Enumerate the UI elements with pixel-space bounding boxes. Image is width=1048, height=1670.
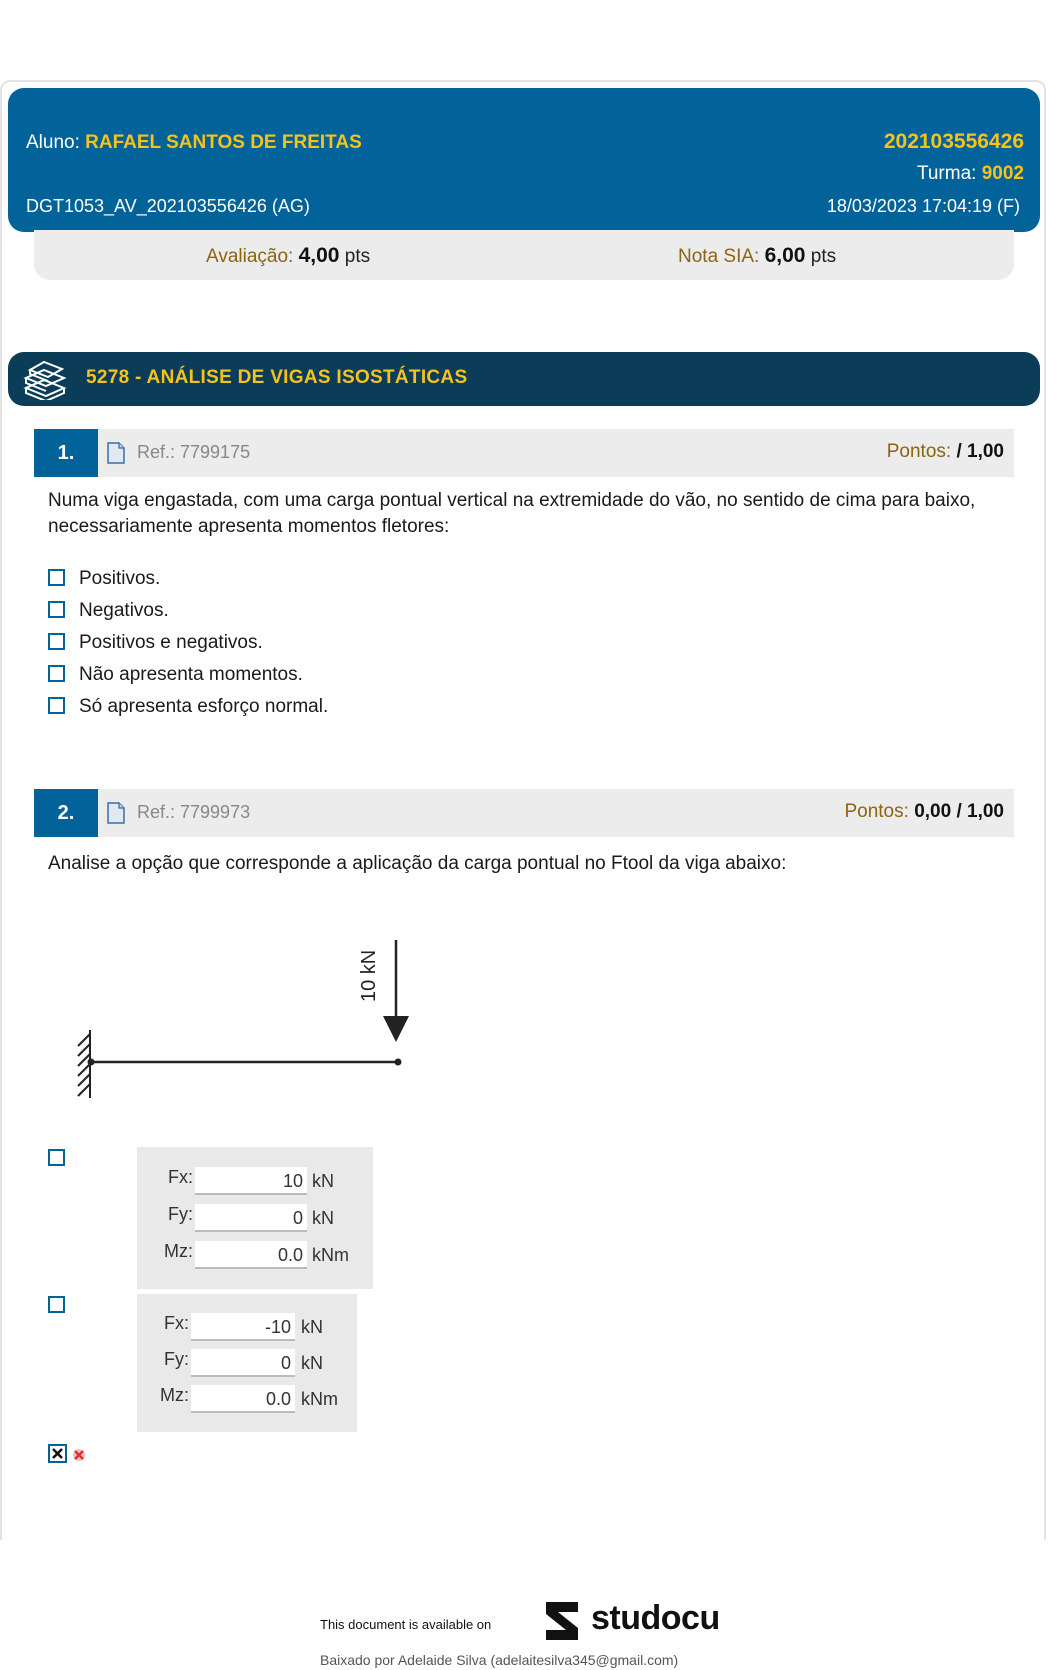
option-label: Não apresenta momentos. (79, 664, 303, 685)
mz-unit: kNm (301, 1389, 338, 1409)
avaliacao-value: 4,00 (298, 244, 340, 267)
fy-unit: kN (312, 1208, 334, 1228)
available-text: This document is available on (320, 1617, 492, 1632)
points-label: Pontos: (886, 441, 952, 462)
checkbox[interactable] (48, 601, 65, 618)
nota-value: 6,00 (764, 244, 806, 267)
studocu-brand[interactable]: studocu (591, 1599, 720, 1637)
exam-datetime: 18/03/2023 17:04:19 (F) (826, 196, 1020, 216)
fy-value: 0 (191, 1349, 295, 1377)
matricula: 202103556426 (883, 130, 1024, 153)
section-title: 5278 - ANÁLISE DE VIGAS ISOSTÁTICAS (86, 367, 468, 388)
question-2-text: Analise a opção que corresponde a aplicação da carga pontual no Ftool da viga abaixo: (48, 853, 787, 874)
mz-unit: kNm (312, 1245, 349, 1265)
option-a-checkbox[interactable] (48, 1149, 65, 1166)
points-label: Pontos: (844, 801, 909, 822)
avaliacao-label: Avaliação: (206, 246, 294, 267)
mz-label: Mz: (160, 1385, 189, 1405)
fx-unit: kN (312, 1171, 334, 1191)
student-header (8, 88, 1040, 232)
ftool-panel-a (137, 1147, 373, 1289)
cantilever-beam-figure (60, 920, 440, 1100)
option-c-checkbox-checked[interactable] (48, 1444, 67, 1463)
nota-sia-score (678, 244, 836, 268)
books-icon (22, 358, 68, 405)
document-icon (106, 442, 126, 469)
document-icon (106, 802, 126, 829)
mz-value: 0.0 (195, 1241, 307, 1269)
load-label: 10 kN (358, 949, 380, 1002)
exam-code: DGT1053_AV_202103556426 (AG) (26, 196, 310, 216)
question-number: 2. (34, 789, 98, 837)
question-1-text: Numa viga engastada, com uma carga pontual vertical na extremidade do vão, no sentido de cima para baixo, necessariamente apresenta momentos fletores: (48, 490, 976, 537)
option-3[interactable] (48, 632, 263, 654)
option-5[interactable] (48, 696, 328, 718)
mz-label: Mz: (164, 1241, 193, 1261)
checkbox[interactable] (48, 569, 65, 586)
option-label: Negativos. (79, 600, 169, 621)
score-bar (34, 230, 1014, 280)
points-max: / 1,00 (956, 441, 1004, 462)
avaliacao-score (206, 244, 370, 268)
option-label: Positivos. (79, 568, 161, 589)
option-label: Positivos e negativos. (79, 632, 263, 653)
downloaded-by: Baixado por Adelaide Silva (adelaitesilva345@gmail.com) (320, 1652, 679, 1668)
checkbox[interactable] (48, 697, 65, 714)
fy-label: Fy: (164, 1349, 189, 1369)
question-number: 1. (34, 429, 98, 477)
fy-value: 0 (195, 1204, 307, 1232)
option-2[interactable] (48, 600, 169, 622)
section-header (8, 352, 1040, 406)
student-label: Aluno: (26, 132, 80, 153)
studocu-logo-icon (538, 1598, 586, 1649)
student-info (26, 132, 362, 154)
mz-value: 0.0 (191, 1385, 295, 1413)
nota-label: Nota SIA: (678, 246, 760, 267)
option-label: Só apresenta esforço normal. (79, 696, 329, 717)
avaliacao-unit: pts (344, 246, 371, 267)
question-ref: Ref.: 7799175 (137, 442, 251, 462)
question-ref: Ref.: 7799973 (137, 802, 251, 822)
question-1-bar (34, 429, 1014, 477)
question-points (844, 801, 1004, 823)
fx-value: -10 (191, 1313, 295, 1341)
fx-unit: kN (301, 1317, 323, 1337)
points-max: / 1,00 (956, 801, 1004, 822)
turma-value: 9002 (981, 163, 1024, 184)
checkbox[interactable] (48, 633, 65, 650)
turma-label: Turma: (916, 163, 977, 184)
fx-label: Fx: (168, 1167, 193, 1187)
fx-value: 10 (195, 1167, 307, 1195)
option-b-checkbox[interactable] (48, 1296, 65, 1313)
question-points (887, 441, 1004, 463)
ftool-panel-b (137, 1294, 357, 1432)
fx-label: Fx: (164, 1313, 189, 1333)
wrong-answer-icon (71, 1447, 87, 1463)
nota-unit: pts (810, 246, 837, 267)
question-2-bar (34, 789, 1014, 837)
fy-label: Fy: (168, 1204, 193, 1224)
option-1[interactable] (48, 568, 160, 590)
option-4[interactable] (48, 664, 303, 686)
turma-info (917, 163, 1024, 185)
fy-unit: kN (301, 1353, 323, 1373)
points-value: 0,00 (914, 801, 952, 822)
student-name: RAFAEL SANTOS DE FREITAS (85, 132, 362, 153)
checkbox[interactable] (48, 665, 65, 682)
